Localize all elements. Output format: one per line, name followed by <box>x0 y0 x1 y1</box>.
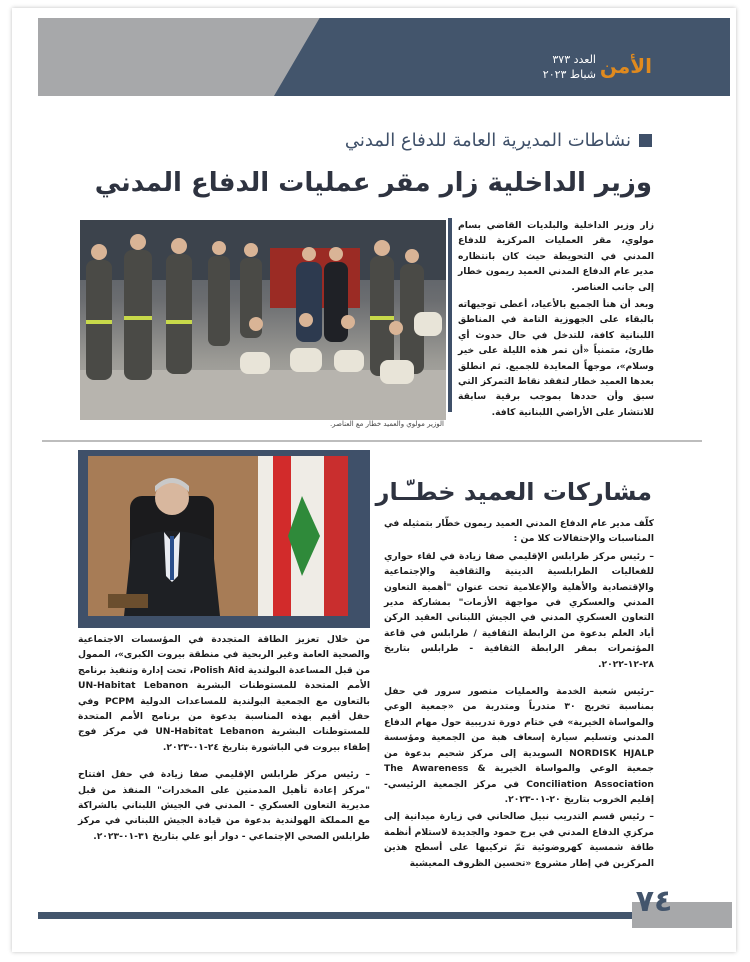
article2-intro: كلّف مدير عام الدفاع المدني العميد ريمون خطّار بتمثيله في المناسبات والإحتفالات كلا من : <box>384 518 654 545</box>
article2-body-right <box>384 516 654 873</box>
article1-paragraph: وبعد أن هنأ الجميع بالأعياد، أعطى توجيهاته بالبقاء على الجهوزية التامة في المناطق اللبنانية كافة، للتدخل في حال حدوث أي طارئ، متمنياً «أن تمر هذه الليلة على خير وسلام»، موجهاً المعايدة للجميع. ثم انطلق بعدها العميد خطار لتفقد نقاط التمركز التي سبق وأن حددها بموجب برقية سابقة للانتشار على الأراضي اللبنانية كافة. <box>458 299 654 418</box>
spacer <box>78 757 370 767</box>
photo-brigadier-portrait <box>88 456 348 616</box>
portrait-illustration <box>88 456 348 616</box>
square-bullet-icon <box>639 134 652 147</box>
article2-item: – رئيس مركز طرابلس الإقليمي صفا زيادة في لقاء حواري للفعاليات الطرابلسية الدينية والثقافية والإجتماعية والإقتصادية والأهلية والإعلامية تحت عنوان "أهمية التعاون المدني والعسكري في مواجهة الأزمات" بمشاركة مدير التعاون العسكري المدني في الجيش اللبناني العقيد الركن أياد العلم بدعوة من الرابطة الثقافية / طرابلس في قاعة المؤتمرات بمقر الرابطة الثقافية - طرابلس بتاريخ ٢٨-١٢-٢٠٢٢. <box>384 550 654 670</box>
article2-item: –رئيس شعبة الخدمة والعمليات منصور سرور في حفل بمناسبة تخريج ٣٠ متدرباً ومتدربة من «جمعية الوعي والمواساة الخيرية» في ختام دورة تدريبية حول مهام الدفاع المدني وتسليم سيارة إسعاف هبة من الجمعية ومؤسسة NORDISK HJALP السويدية إلى مركز شحيم بدعوة من جمعية الوعي والمواساة الخيرية The Awareness & Conciliation Association في مركز الجمعية الرئيسي- إقليم الخروب بتاريخ ٢٠-٠١-٢٠٢٣. <box>384 686 655 805</box>
article2-continuation: من خلال تعزيز الطاقة المتجددة في المؤسسات الاجتماعية والصحية العامة وغير الربحية في منطقة بيروت الكبرى»، الممول من قبل المساعدة البولندية Polish Aid، تحت إدارة وتنفيذ برنامج الأمم المتحدة للمستوطنات البشرية UN-Habitat Lebanon بالتعاون مع الجمعية البولندية للمساعدات الدولية PCPM وفي حفل أقيم بهذه المناسبة بدعوة من برنامج الأمم المتحدة للمستوطنات البشرية UN-Habitat Lebanon في مركز فوج إطفاء بيروت في الباشورة بتاريخ ٢٤-٠١-٢٠٢٣. <box>78 634 371 753</box>
magazine-logo: الأمن <box>599 54 652 78</box>
photo-minister-with-firefighters <box>78 218 448 422</box>
page-number: ٧٤ <box>635 884 673 919</box>
issue-info <box>524 52 596 82</box>
spacer <box>384 674 654 684</box>
magazine-page <box>12 8 736 952</box>
footer-line <box>38 912 642 919</box>
article2-item: – رئيس قسم التدريب نبيل صالحاني في زيارة ميدانية إلى مركزي الدفاع المدني في برج حمود والجديدة لاستلام أنظمة طاقة شمسية كهروضوئية تمّ تركيبها على أسطح هذين المركزين في إطار مشروع «تحسين الظروف المعيشية <box>384 811 654 869</box>
article1-title: وزير الداخلية زار مقر عمليات الدفاع المدني <box>94 168 652 198</box>
article1-paragraph: زار وزير الداخلية والبلديات القاضي بسام مولوي، مقر العمليات المركزية للدفاع المدني في التحويطة حيث كان بانتظاره مدير عام الدفاع المدني العميد ريمون خطار إلى جانب العناصر. <box>458 220 654 293</box>
section-kicker-text: نشاطات المديرية العامة للدفاع المدني <box>344 130 631 151</box>
section-kicker <box>345 130 652 151</box>
issue-number: العدد ٣٧٣ <box>552 53 596 66</box>
issue-date: شباط ٢٠٢٣ <box>542 68 596 81</box>
photo1-caption: الوزير مولوي والعميد خطار مع العناصر. <box>329 420 444 428</box>
article2-item: – رئيس مركز طرابلس الإقليمي صفا زيادة في حفل افتتاح "مركز إعادة تأهيل المدمنين على المخدرات" المنفذ من قبل مديرية التعاون العسكري - المدني في الجيش اللبناني بالشراكة مع المملكة الهولندية بدعوة من قيادة الجيش اللبناني في مركز طرابلس الصحي الإجتماعي - دوار أبو علي بتاريخ ٣١-٠١-٢٠٢٣. <box>78 769 370 842</box>
article1-body <box>458 218 654 422</box>
firefighters-group-illustration <box>80 220 446 420</box>
section-divider <box>42 440 702 442</box>
article2-body-left <box>78 632 370 846</box>
header-blue-band <box>274 18 730 96</box>
article2-title: مشاركات العميد خطـّـار <box>375 478 652 506</box>
